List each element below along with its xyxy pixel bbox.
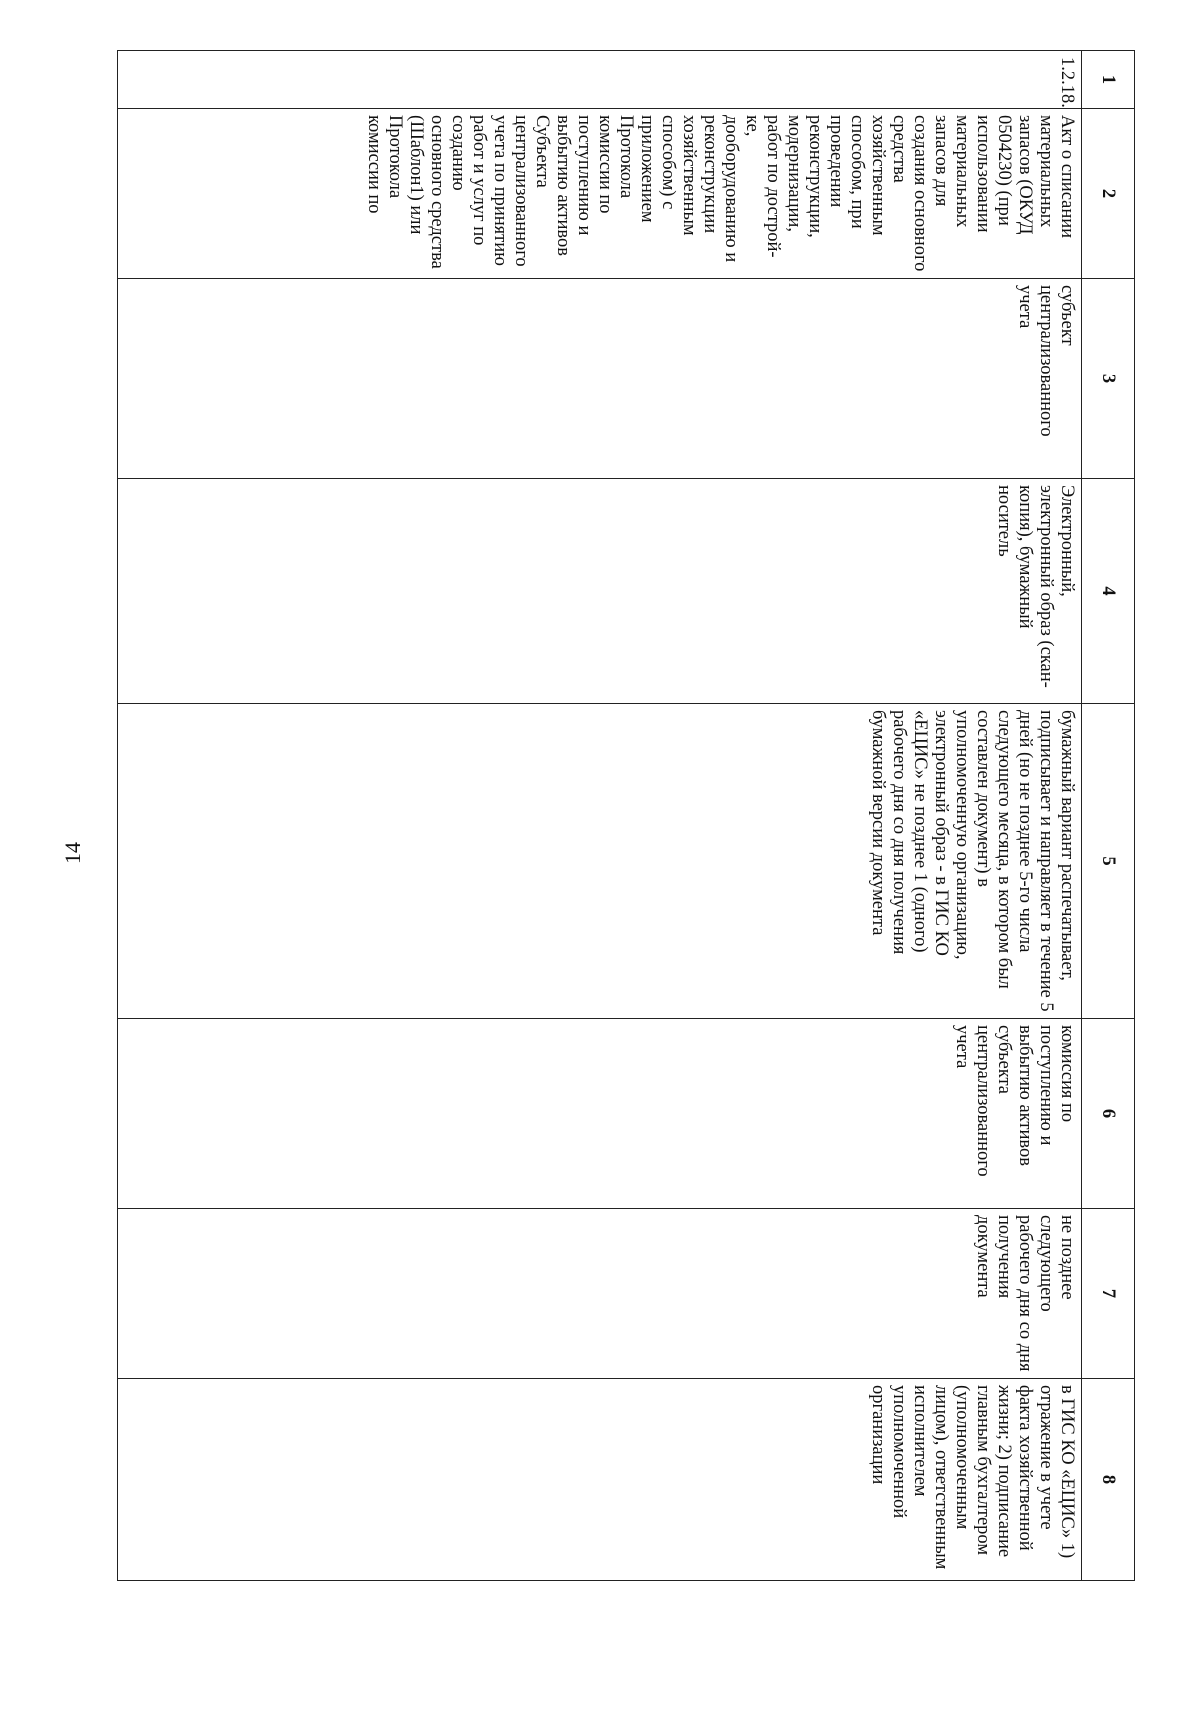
column-header: 5: [1082, 704, 1135, 1019]
signer-cell: комиссия по поступлению и выбытию активов субъекта централизованного учета: [118, 1019, 1082, 1209]
column-header: 7: [1082, 1209, 1135, 1379]
action-cell: в ГИС КО «ЕЦИС» 1) отражение в учете факта хозяйственной жизни; 2) подписание главным бухгалтером (уполномоченным лицом), ответственным исполнителем уполномоченной организации: [118, 1379, 1082, 1581]
column-header: 1: [1082, 51, 1135, 109]
responsible-cell: субъект централизованного учета: [118, 279, 1082, 479]
document-table: [117, 50, 1135, 1581]
procedure-cell: бумажный вариант распечатывает, подписывает и направляет в течение 5 дней (но не позднее 5-го числа следующего месяца, в котором был составлен документ) в уполномоченную организацию, электронный образ - в ГИС КО «ЕЦИС» не позднее 1 (одного) рабочего дня со дня получения бумажной версии документа: [118, 704, 1082, 1019]
row-number-cell: 1.2.18.: [118, 51, 1082, 109]
format-cell: Электронный, электронный образ (скан-копия), бумажный носитель: [118, 479, 1082, 704]
column-header: 3: [1082, 279, 1135, 479]
page-number: 14: [60, 842, 85, 864]
table-row: [118, 51, 1082, 1581]
document-name-cell: Акт о списании материальных запасов (ОКУД 0504230) (при использовании материальных запасов для создания основного средства хозяйственным способом, при проведении реконструкции, модернизации, работ по достройке, дооборудованию и реконструкции хозяйственным способом) с приложением Протокола комиссии по поступлению и выбытию активов Субъекта централизованного учета по принятию работ и услуг по созданию основного средства (Шаблон1) или Протокола комиссии по: [118, 109, 1082, 279]
column-header: 2: [1082, 109, 1135, 279]
column-header: 6: [1082, 1019, 1135, 1209]
rotated-table-container: [117, 50, 1135, 1580]
deadline-cell: не позднее следующего рабочего дня со дня получения документа: [118, 1209, 1082, 1379]
table-header-row: [1082, 51, 1135, 1581]
column-header: 4: [1082, 479, 1135, 704]
column-header: 8: [1082, 1379, 1135, 1581]
